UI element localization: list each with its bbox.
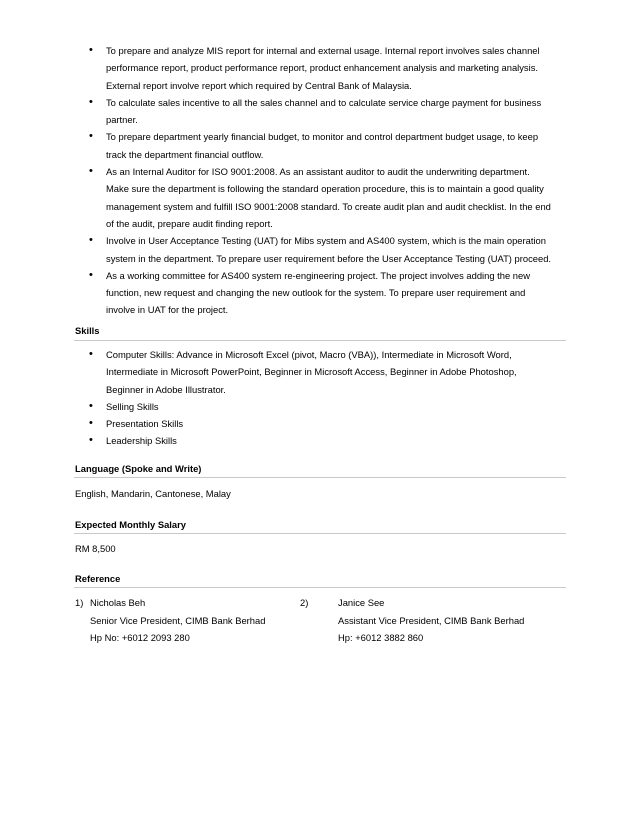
list-item: • To prepare and analyze MIS report for internal and external usage. Internal report involves sales channel performance report, product performance report, product enhancement analysis and marketing analysis. External report involve report which required by Central Bank of Malaysia. xyxy=(89,44,540,91)
list-item: • To calculate sales incentive to all the sales channel and to calculate service charge payment for business partner. xyxy=(89,95,542,126)
language-text: English, Mandarin, Cantonese, Malay xyxy=(75,488,231,499)
reference-heading: Reference xyxy=(75,573,121,584)
work-duties-list xyxy=(0,42,638,319)
skills-heading: Skills xyxy=(75,325,100,336)
language-heading: Language (Spoke and Write) xyxy=(75,463,202,474)
list-item: • Selling Skills xyxy=(0,398,638,415)
list-item: • Leadership Skills xyxy=(0,432,638,449)
salary-heading: Expected Monthly Salary xyxy=(75,519,186,530)
list-item: • Computer Skills: Advance in Microsoft Excel (pivot, Macro (VBA)), Intermediate in Microsoft Word, Intermediate in Microsoft PowerPoint, Beginner in Microsoft Access, Beginner in Adobe Photoshop, Beginner in Adobe Illustrator. xyxy=(89,348,517,395)
bullet-icon: • xyxy=(89,268,93,281)
reference-title: Assistant Vice President, CIMB Bank Berhad xyxy=(338,614,525,626)
list-item: • As a working committee for AS400 system re-engineering project. The project involves adding the new function, new request and changing the new outlook for the system. To prepare user requirement and involve in UAT for the project. xyxy=(89,268,531,316)
bullet-icon: • xyxy=(89,348,93,360)
reference-entry-2 xyxy=(338,594,524,647)
reference-name: Nicholas Beh xyxy=(90,597,146,608)
reference-title: Senior Vice President, CIMB Bank Berhad xyxy=(90,614,266,626)
list-item: • As an Internal Auditor for ISO 9001:2008. As an assistant auditor to audit the underwriting department. Make sure the department is following the standard operation procedure, this is to maintain a good quality management system and fulfill ISO 9001:2008 standard. To create audit plan and audit checklist. In the end of the audit, prepare audit finding report. xyxy=(89,165,551,229)
bullet-icon: • xyxy=(89,417,93,430)
bullet-icon: • xyxy=(89,234,93,247)
reference-number: 2) xyxy=(300,597,309,608)
bullet-icon: • xyxy=(89,130,93,143)
section-divider xyxy=(74,477,566,478)
bullet-icon: • xyxy=(89,165,93,178)
skills-list xyxy=(0,346,638,450)
reference-number: 1) xyxy=(75,597,84,608)
salary-text: RM 8,500 xyxy=(75,543,116,554)
reference-entry-1 xyxy=(90,594,265,647)
reference-name: Janice See xyxy=(338,597,385,608)
bullet-icon: • xyxy=(89,434,93,447)
bullet-icon: • xyxy=(89,95,93,108)
section-divider xyxy=(74,340,566,341)
reference-phone: Hp No: +6012 2093 280 xyxy=(90,632,190,643)
bullet-icon: • xyxy=(89,399,93,412)
list-item: • Involve in User Acceptance Testing (UAT) for Mibs system and AS400 system, which is the main operation system in the department. To prepare user requirement before the User Acceptance Testing (UAT) proceed. xyxy=(89,234,552,264)
section-divider xyxy=(74,533,566,534)
section-divider xyxy=(74,587,566,588)
reference-phone: Hp: +6012 3882 860 xyxy=(338,632,424,643)
list-item: • To prepare department yearly financial budget, to monitor and control department budget usage, to keep track the department financial outflow. xyxy=(89,130,539,160)
bullet-icon: • xyxy=(89,44,93,56)
list-item: • Presentation Skills xyxy=(0,415,638,432)
